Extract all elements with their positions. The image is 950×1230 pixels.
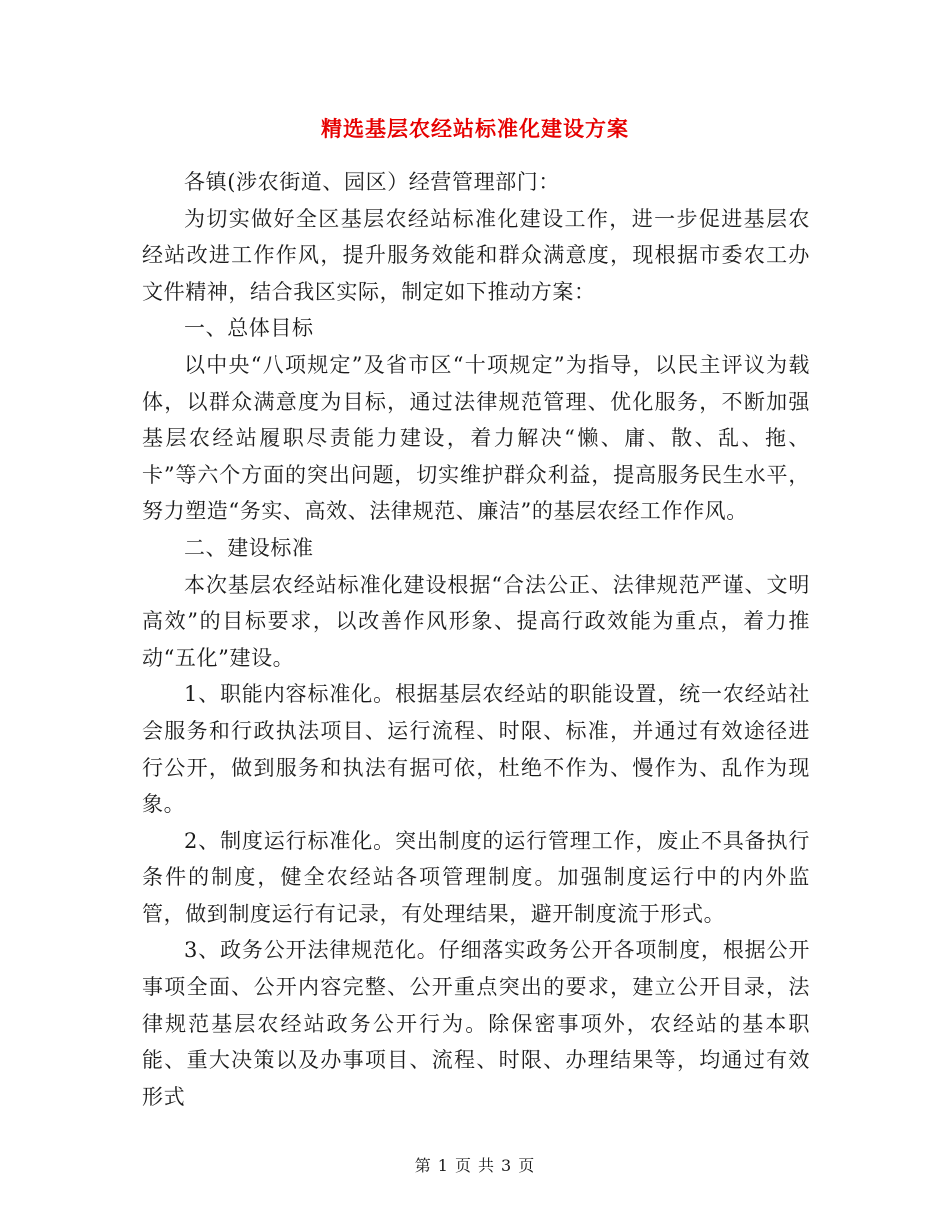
paragraph-item-1: 1、职能内容标准化。根据基层农经站的职能设置，统一农经站社会服务和行政执法项目、运行流程、时限、标准，并通过有效途径进行公开，做到服务和执法有据可依，杜绝不作为、慢作为、乱作为现象。 — [142, 682, 810, 817]
paragraph-standards: 本次基层农经站标准化建设根据“合法公正、法律规范严谨、文明高效”的目标要求，以改善作风形象、提高行政效能为重点，着力推动“五化”建设。 — [142, 572, 810, 670]
footer-total-word: 共 — [478, 1156, 496, 1175]
footer-total-pages: 3 — [501, 1156, 513, 1175]
document-title: 精选基层农经站标准化建设方案 — [321, 116, 629, 141]
footer-page-word: 页 — [454, 1156, 472, 1175]
footer-suffix: 页 — [518, 1156, 536, 1175]
paragraph-item-3: 3、政务公开法律规范化。仔细落实政务公开各项制度，根据公开事项全面、公开内容完整、公开重点突出的要求，建立公开目录，法律规范基层农经站政务公开行为。除保密事项外，农经站的基本职能、重大决策以及办事项目、流程、时限、办理结果等，均通过有效形式 — [142, 938, 810, 1109]
footer-current-page: 1 — [437, 1156, 449, 1175]
paragraph-intro: 为切实做好全区基层农经站标准化建设工作，进一步促进基层农经站改进工作作风，提升服务效能和群众满意度，现根据市委农工办文件精神，结合我区实际，制定如下推动方案： — [142, 206, 810, 304]
footer-prefix: 第 — [414, 1156, 432, 1175]
paragraph-item-2: 2、制度运行标准化。突出制度的运行管理工作，废止不具备执行条件的制度，健全农经站各项管理制度。加强制度运行中的内外监管，做到制度运行有记录，有处理结果，避开制度流于形式。 — [142, 828, 810, 926]
page-footer — [0, 1153, 950, 1176]
paragraph-goals: 以中央“八项规定”及省市区“十项规定”为指导，以民主评议为载体，以群众满意度为目标，通过法律规范管理、优化服务，不断加强基层农经站履职尽责能力建设，着力解决“懒、庸、散、乱、拖、卡”等六个方面的突出问题，切实维护群众利益，提高服务民生水平，努力塑造“务实、高效、法律规范、廉洁”的基层农经工作作风。 — [142, 352, 810, 524]
document-body — [142, 164, 810, 1115]
section-heading-standards: 二、建设标准 — [184, 535, 314, 560]
paragraph-salutation: 各镇(涉农街道、园区）经营管理部门： — [184, 170, 560, 194]
section-heading-goals: 一、总体目标 — [184, 316, 314, 341]
